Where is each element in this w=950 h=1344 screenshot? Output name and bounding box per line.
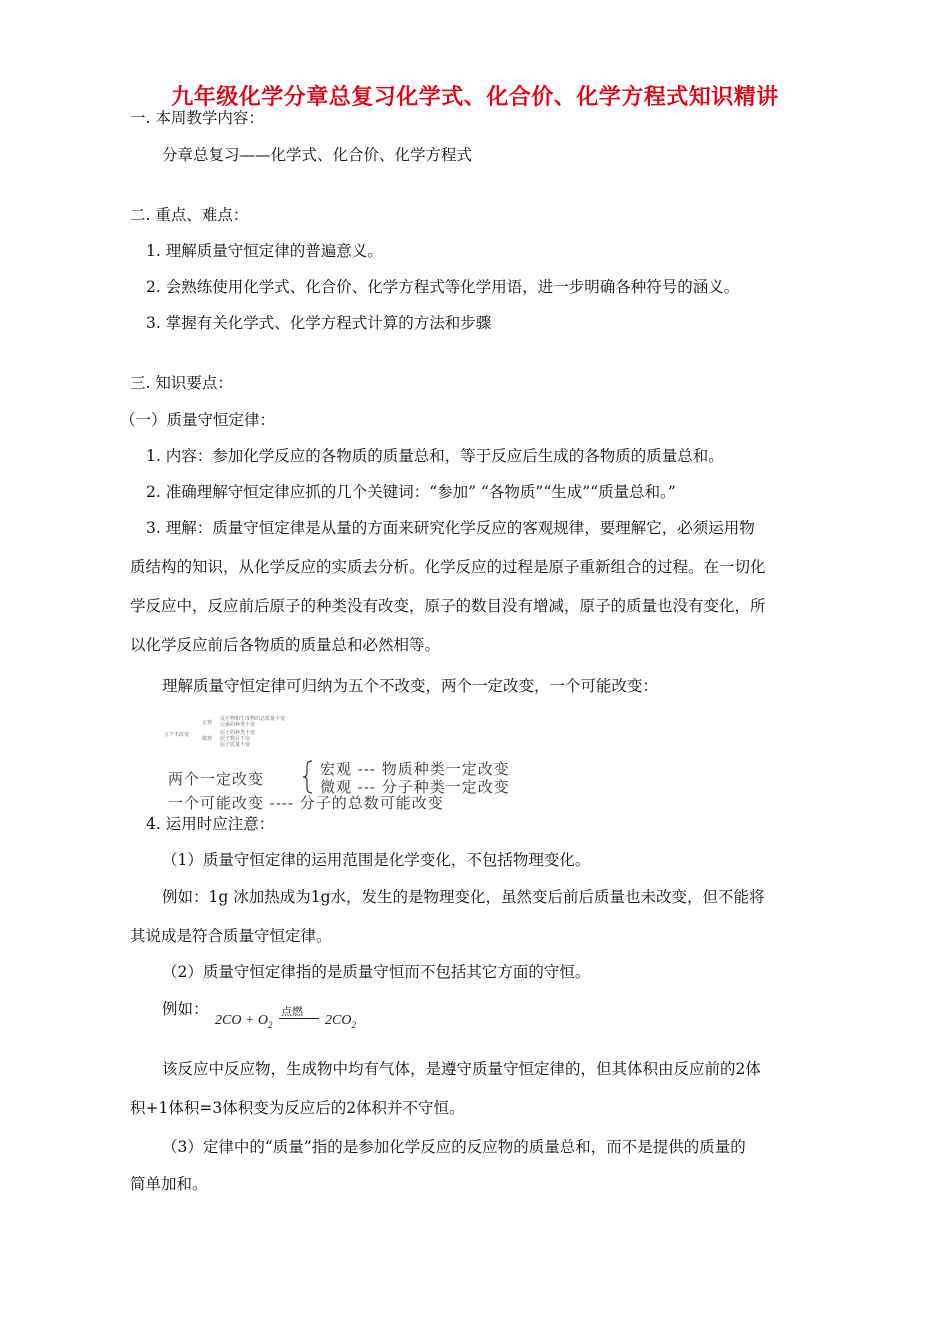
section2-item-1: 1. 理解质量守恒定律的普遍意义。 [146,242,383,260]
diagram-tiny-line-5: 原子质量不变 [220,742,251,748]
summary-line: 理解质量守恒定律可归纳为五个不改变，两个一定改变，一个可能改变： [162,677,659,695]
equation-arrow [279,1018,319,1019]
note-1: （1）质量守恒定律的运用范围是化学变化，不包括物理变化。 [162,851,591,869]
item-4-heading: 4. 运用时应注意： [146,815,275,833]
section2-item-3: 3. 掌握有关化学式、化学方程式计算的方法和步骤 [146,314,492,332]
note-3-line-2: 简单加和。 [130,1175,208,1193]
diagram-one-maybe: 一个可能改变 ---- 分子的总数可能改变 [168,794,444,812]
document-title: 九年级化学分章总复习化学式、化合价、化学方程式知识精讲 [171,85,779,110]
diagram-tiny-line-2: 元素的种类不变 [220,722,256,728]
diagram-micro-line: 微观 --- 分子种类一定改变 [320,778,510,796]
equation-right: $2CO_2$ [325,1013,356,1030]
section1-content: 分章总复习——化学式、化合价、化学方程式 [162,146,473,164]
chemical-equation [215,1003,395,1033]
item-1-content: 1. 内容：参加化学反应的各物质的质量总和，等于反应后生成的各物质的质量总和。 [146,447,724,465]
example-1-line-2: 其说成是符合质量守恒定律。 [130,927,332,945]
explain-line-2: 积+1体积=3体积变为反应后的2体积并不守恒。 [130,1099,465,1117]
section3-heading: 三. 知识要点： [130,374,233,392]
item-2-keywords: 2. 准确理解守恒定律应抓的几个关键词：“参加” “各物质”“生成”“质量总和。” [146,483,676,501]
brace-icon [302,760,314,794]
section2-item-2: 2. 会熟练使用化学式、化合价、化学方程式等化学用语，进一步明确各种符号的涵义。 [146,278,740,296]
diagram-tiny-line-1: 反应物和生成物的总质量不变 [220,716,286,722]
item-3-line-1: 3. 理解：质量守恒定律是从量的方面来研究化学反应的客观规律，要理解它，必须运用物 [146,519,755,537]
diagram-macro-line: 宏观 --- 物质种类一定改变 [320,760,510,778]
note-2: （2）质量守恒定律指的是质量守恒而不包括其它方面的守恒。 [162,963,591,981]
diagram-tiny-macro: 宏观 [202,720,213,726]
section2-heading: 二. 重点、难点： [130,206,249,224]
item-3-line-2: 质结构的知识，从化学反应的实质去分析。化学反应的过程是原子重新组合的过程。在一切化 [130,558,766,576]
subsection-1-heading: （一）质量守恒定律： [120,411,276,429]
example-2-label: 例如： [162,1000,209,1018]
equation-condition: 点燃 [281,1006,303,1018]
item-3-line-3: 学反应中，反应前后原子的种类没有改变，原子的数目没有增减，原子的质量也没有变化，所 [130,597,766,615]
diagram-tiny-line-3: 原子的种类不变 [220,730,256,736]
note-3-line-1: （3）定律中的“质量”指的是参加化学反应的反应物的质量总和，而不是提供的质量的 [162,1138,746,1156]
diagram-tiny-line-4: 原子数目不变 [220,736,251,742]
explain-line-1: 该反应中反应物，生成物中均有气体，是遵守质量守恒定律的，但其体积由反应前的2体 [162,1060,761,1078]
diagram-five-unchanged: 五个不改变 [164,732,190,738]
conservation-diagram [160,714,620,812]
section1-heading: 一. 本周教学内容： [130,109,264,127]
equation-left: $2CO + O_2$ [215,1013,273,1030]
item-3-line-4: 以化学反应前后各物质的质量总和必然相等。 [130,636,441,654]
diagram-two-changes: 两个一定改变 [168,770,265,788]
example-1-line-1: 例如：1g 冰加热成为1g水，发生的是物理变化，虽然变后前后质量也未改变，但不能将 [162,888,765,906]
diagram-tiny-micro: 微观 [202,736,213,742]
